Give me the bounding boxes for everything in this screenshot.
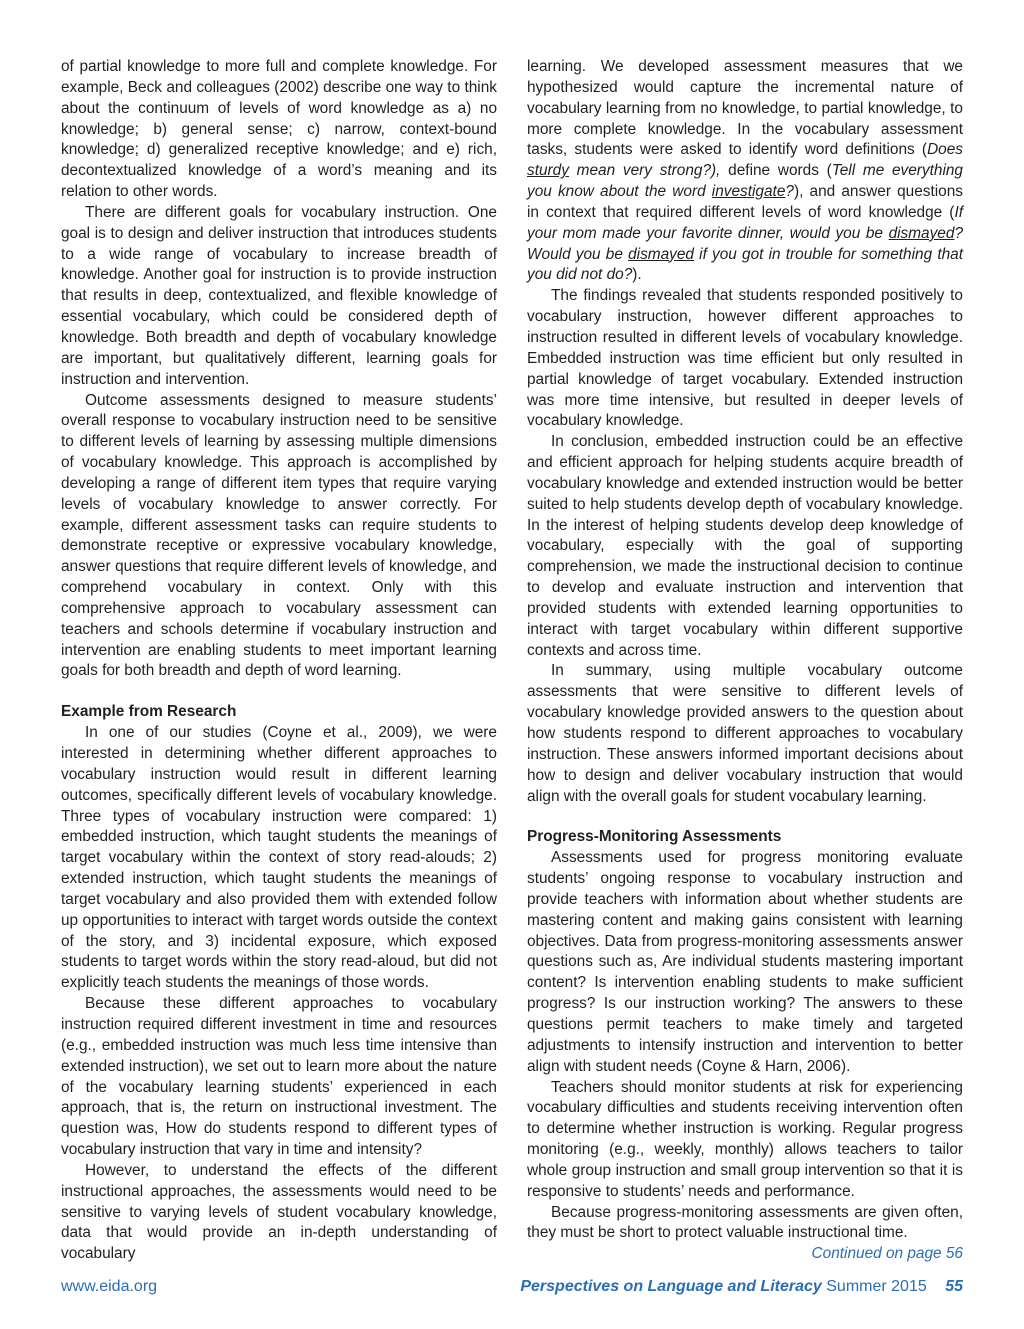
journal-title: Perspectives on Language and Literacy <box>520 1278 822 1295</box>
section-heading: Progress-Monitoring Assessments <box>527 828 782 846</box>
text-run: Tell me everything you know about the word <box>527 162 963 201</box>
target-word: investigate <box>711 183 786 201</box>
paragraph: Because these different approaches to vocabulary instruction required different investment in time and resources (e.g., embedded instruction was much less time intensive than extended instruction), we set out to learn more about the nature of the vocabulary learning students’ experienced in each approach, that is, the return on instructional investment. The question was, How do students respond to different types of vocabulary instruction that vary in time and intensity? <box>61 995 497 1159</box>
paragraph: In summary, using multiple vocabulary outcome assessments that were sensitive to different levels of vocabulary knowledge provided answers to the question about how students respond to different approaches to vocabulary instruction. These answers informed important decisions about how to design and deliver vocabulary instruction that would align with the overall goals for student vocabulary learning. <box>527 662 963 805</box>
text-run: ? Would you be <box>527 224 963 263</box>
text-run: ), and answer questions in context that required different levels of word knowledge ( <box>527 183 963 221</box>
right-column <box>527 57 963 1265</box>
text-run: Does <box>927 141 963 159</box>
paragraph: Because progress-monitoring assessments are given often, they must be short to protect valuable instructional time. <box>527 1203 963 1242</box>
text-run: ? <box>785 183 794 201</box>
continued-link[interactable]: Continued on page 56 <box>811 1245 963 1263</box>
target-word: dismayed <box>888 224 955 242</box>
paragraph <box>527 57 963 286</box>
paragraph: of partial knowledge to more full and complete knowledge. For example, Beck and colleagues (2002) describe one way to think about the continuum of levels of word knowledge as a) no knowledge; b) general sense; c) narrow, context-bound knowledge; d) generalized receptive knowledge; and e) rich, decontextualized knowledge of a word’s meaning and its relation to other words. <box>61 58 497 201</box>
section-heading: Example from Research <box>61 703 237 721</box>
paragraph: The findings revealed that students responded positively to vocabulary instruction, however different approaches to instruction resulted in different levels of vocabulary knowledge. Embedded instruction was time efficient but only resulted in partial knowledge of target vocabulary. Extended instruction was more time intensive, but resulted in deeper levels of vocabulary knowledge. <box>527 287 963 430</box>
text-run: If your mom made your favorite dinner, would you be <box>527 203 963 242</box>
issue-label: Summer 2015 <box>826 1278 927 1295</box>
text-run: ). <box>632 266 642 284</box>
paragraph: Teachers should monitor students at risk for experiencing vocabulary difficulties and students receiving intervention often to determine whether instruction is working. Regular progress monitoring (e.g., weekly, monthly) allows teachers to tailor whole group instruction and small group intervention so that it is responsive to students’ needs and performance. <box>527 1078 963 1200</box>
left-column <box>61 57 497 1265</box>
page-number: 55 <box>945 1278 963 1295</box>
text-run: learning. We developed assessment measures that we hypothesized would capture the incremental nature of vocabulary learning from no knowledge, to partial knowledge, to more complete knowledge. In the vocabulary assessment tasks, students were asked to identify word definitions ( <box>527 58 963 159</box>
paragraph: Assessments used for progress monitoring evaluate students’ ongoing response to vocabulary instruction and provide teachers with information about whether students are mastering content and making gains consistent with learning objectives. Data from progress-monitoring assessments answer questions such as, Are individual students mastering important content? Is intervention enabling students to make sufficient progress? Is our instruction working? The answers to these questions permit teachers to make timely and targeted adjustments to intensify instruction and intervention to better align with student needs (Coyne & Harn, 2006). <box>527 849 963 1075</box>
paragraph: Outcome assessments designed to measure students’ overall response to vocabulary instruction need to be sensitive to different levels of learning by assessing multiple dimensions of vocabulary knowledge. This approach is accomplished by developing a range of different item types that require varying levels of vocabulary knowledge to answer correctly. For example, different assessment tasks can require students to demonstrate receptive or expressive vocabulary knowledge, answer questions that require different levels of knowledge, and comprehend vocabulary in context. Only with this comprehensive approach to vocabulary assessment can teachers and schools determine if vocabulary instruction and intervention are enabling students to meet important learning goals for both breadth and depth of word learning. <box>61 391 497 680</box>
page-footer <box>61 1278 963 1302</box>
target-word: sturdy <box>527 162 569 180</box>
target-word: dismayed <box>628 245 694 263</box>
text-run: if you got in trouble for something that you did not do? <box>527 245 964 284</box>
paragraph: There are different goals for vocabulary instruction. One goal is to design and deliver instruction that introduces students to a wide range of vocabulary to increase breadth of knowledge. Another goal for instruction is to provide instruction that results in deep, contextualized, and flexible knowledge of essential vocabulary, which could be considered depth of knowledge. Both breadth and depth of vocabulary knowledge are important, but qualitatively different, learning goals for instruction and intervention. <box>61 203 497 388</box>
text-run: define words ( <box>720 162 832 180</box>
website-link[interactable]: www.eida.org <box>61 1278 158 1295</box>
text-run: mean very strong?), <box>568 162 721 180</box>
paragraph: In conclusion, embedded instruction could be an effective and efficient approach for helping students acquire breadth of vocabulary knowledge and extended instruction would be better suited to help students develop depth of vocabulary knowledge. In the interest of helping students develop deep knowledge of vocabulary, especially with the goal of supporting comprehension, we made the instructional decision to continue to develop and evaluate instruction and intervention that provided students with extended learning opportunities to interact with target vocabulary within different supportive contexts and across time. <box>527 433 963 659</box>
paragraph: However, to understand the effects of the different instructional approaches, the assessments would need to be sensitive to varying levels of student vocabulary knowledge, data that would provide an in-depth understanding of vocabulary <box>61 1161 497 1263</box>
paragraph: In one of our studies (Coyne et al., 2009), we were interested in determining whether different approaches to vocabulary instruction would result in different learning outcomes, specifically different levels of vocabulary knowledge. Three types of vocabulary instruction were compared: 1) embedded instruction, which taught students the meanings of target vocabulary within the context of story read-alouds; 2) extended instruction, which taught students the meanings of target vocabulary and also provided them with extended follow up opportunities to interact with target words outside the context of the story, and 3) incidental exposure, which exposed students to target words within the story read-aloud, but did not explicitly teach students the meanings of those words. <box>61 724 497 992</box>
journal-info <box>520 1278 963 1296</box>
